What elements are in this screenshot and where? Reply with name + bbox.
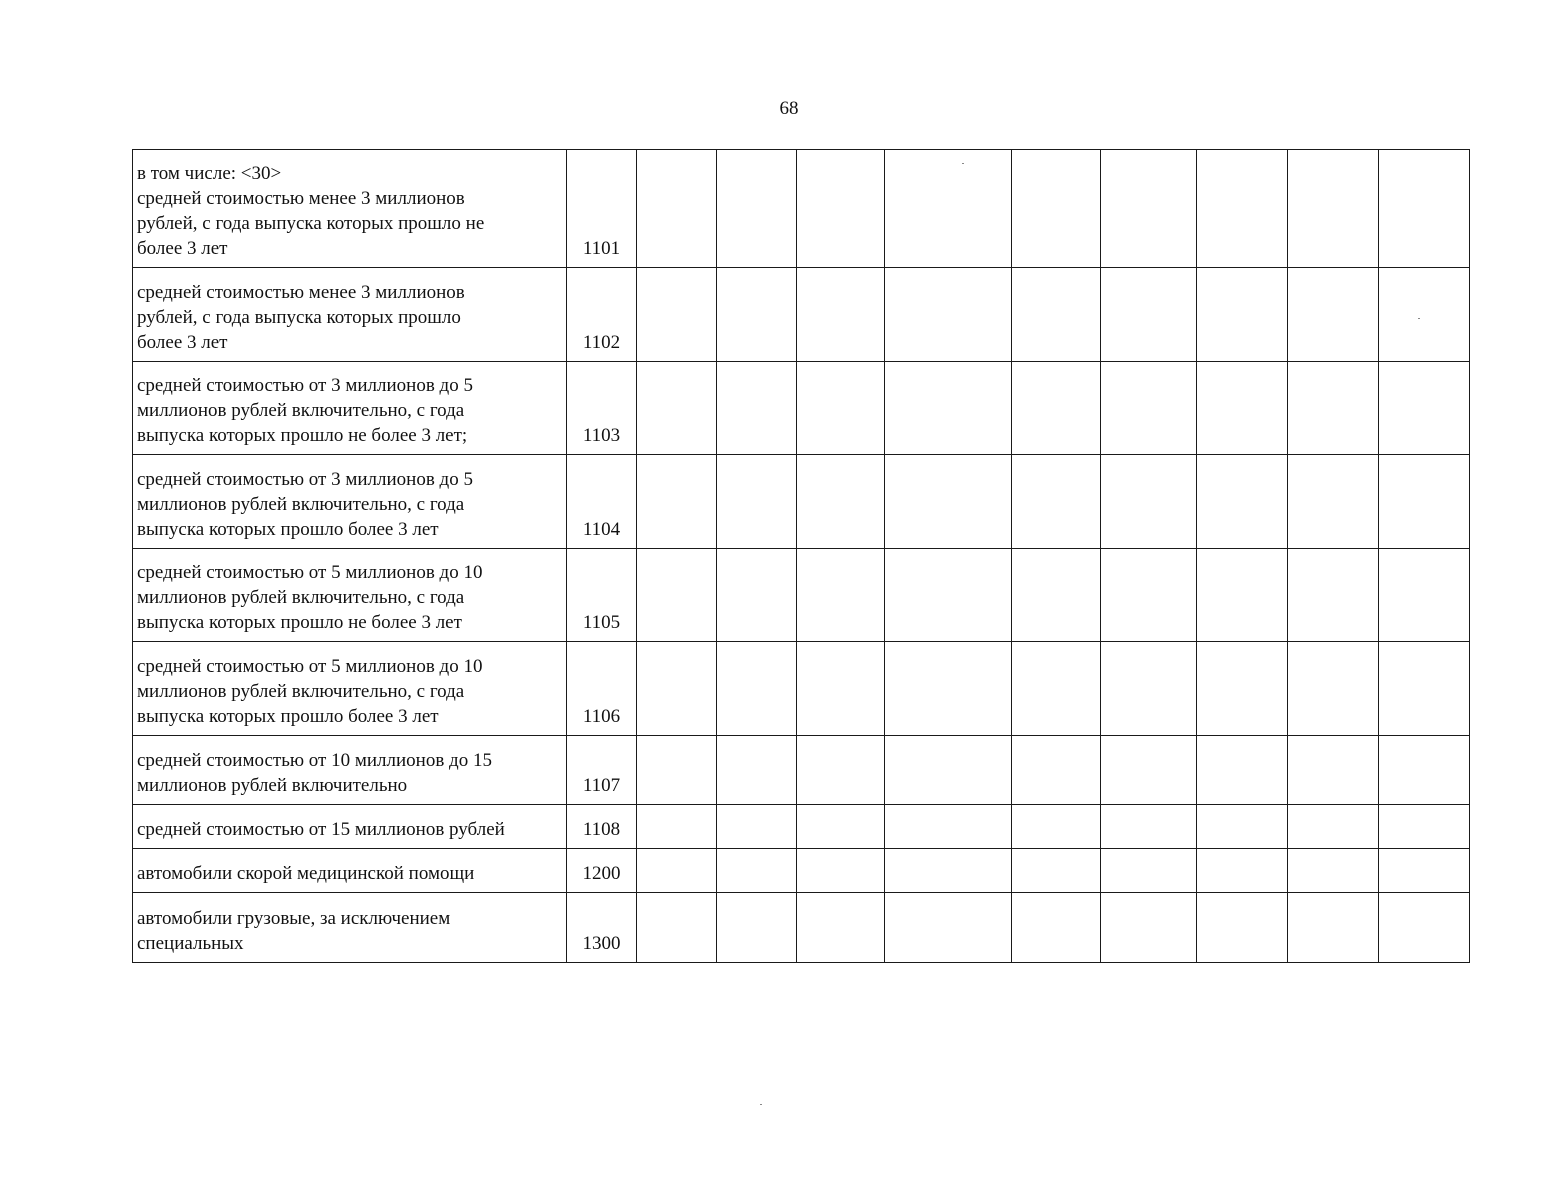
data-cell[interactable] xyxy=(1288,849,1379,893)
data-cell[interactable] xyxy=(1197,642,1288,736)
data-cell[interactable] xyxy=(1101,150,1197,268)
row-code: 1102 xyxy=(567,268,637,362)
row-label-text: автомобили скорой медицинской помощи xyxy=(137,863,475,884)
data-cell[interactable] xyxy=(637,893,717,963)
table-row xyxy=(133,805,1470,849)
data-cell[interactable] xyxy=(1012,893,1101,963)
data-cell[interactable] xyxy=(1379,268,1470,362)
table-row xyxy=(133,642,1470,736)
data-cell[interactable] xyxy=(1379,150,1470,268)
data-cell[interactable] xyxy=(637,150,717,268)
row-label-text: средней стоимостью от 5 миллионов до 10 миллионов рублей включительно, с года выпуска которых прошло более 3 лет xyxy=(137,656,483,727)
table-row xyxy=(133,455,1470,549)
data-cell[interactable] xyxy=(1101,849,1197,893)
data-cell[interactable] xyxy=(797,893,885,963)
data-cell[interactable] xyxy=(1379,549,1470,642)
data-cell[interactable] xyxy=(637,805,717,849)
table-row xyxy=(133,736,1470,805)
data-cell[interactable] xyxy=(797,268,885,362)
row-label-text: средней стоимостью от 5 миллионов до 10 миллионов рублей включительно, с года выпуска которых прошло не более 3 лет xyxy=(137,562,483,633)
data-cell[interactable] xyxy=(1288,150,1379,268)
data-cell[interactable] xyxy=(1101,268,1197,362)
scan-speck xyxy=(1418,318,1420,319)
data-cell[interactable] xyxy=(885,893,1012,963)
row-code: 1200 xyxy=(567,849,637,893)
row-label-text: в том числе: <30> средней стоимостью менее 3 миллионов рублей, с года выпуска которых прошло не более 3 лет xyxy=(137,163,485,259)
data-cell[interactable] xyxy=(885,805,1012,849)
data-cell[interactable] xyxy=(1012,455,1101,549)
data-cell[interactable] xyxy=(1197,150,1288,268)
data-cell[interactable] xyxy=(797,736,885,805)
row-label xyxy=(133,642,567,736)
row-code: 1103 xyxy=(567,362,637,455)
data-cell[interactable] xyxy=(1012,642,1101,736)
data-cell[interactable] xyxy=(717,455,797,549)
row-code: 1300 xyxy=(567,893,637,963)
data-cell[interactable] xyxy=(1101,642,1197,736)
scan-speck xyxy=(962,163,964,164)
data-cell[interactable] xyxy=(717,849,797,893)
row-label xyxy=(133,736,567,805)
table-row xyxy=(133,150,1470,268)
row-label xyxy=(133,455,567,549)
data-cell[interactable] xyxy=(1288,362,1379,455)
row-label xyxy=(133,362,567,455)
data-cell[interactable] xyxy=(1101,362,1197,455)
data-cell[interactable] xyxy=(637,362,717,455)
data-cell[interactable] xyxy=(885,736,1012,805)
row-code: 1107 xyxy=(567,736,637,805)
data-cell[interactable] xyxy=(1197,893,1288,963)
data-cell[interactable] xyxy=(717,362,797,455)
row-label-text: средней стоимостью от 15 миллионов рублей xyxy=(137,819,505,840)
data-cell[interactable] xyxy=(1197,549,1288,642)
data-cell[interactable] xyxy=(797,805,885,849)
data-cell[interactable] xyxy=(1012,549,1101,642)
table-row xyxy=(133,362,1470,455)
data-cell[interactable] xyxy=(1288,268,1379,362)
data-cell[interactable] xyxy=(885,150,1012,268)
data-cell[interactable] xyxy=(885,849,1012,893)
row-code: 1105 xyxy=(567,549,637,642)
row-code: 1108 xyxy=(567,805,637,849)
data-cell[interactable] xyxy=(637,549,717,642)
data-cell[interactable] xyxy=(797,150,885,268)
data-cell[interactable] xyxy=(1288,893,1379,963)
data-cell[interactable] xyxy=(797,549,885,642)
row-label-text: средней стоимостью от 10 миллионов до 15 миллионов рублей включительно xyxy=(137,750,492,796)
data-cell[interactable] xyxy=(1012,736,1101,805)
data-cell[interactable] xyxy=(885,268,1012,362)
data-cell[interactable] xyxy=(1197,736,1288,805)
data-cell[interactable] xyxy=(717,736,797,805)
table-row xyxy=(133,549,1470,642)
data-cell[interactable] xyxy=(1288,455,1379,549)
data-cell[interactable] xyxy=(885,642,1012,736)
data-cell[interactable] xyxy=(637,849,717,893)
row-label xyxy=(133,893,567,963)
data-cell[interactable] xyxy=(1197,805,1288,849)
data-cell[interactable] xyxy=(1379,849,1470,893)
data-cell[interactable] xyxy=(717,150,797,268)
data-cell[interactable] xyxy=(1197,849,1288,893)
data-cell[interactable] xyxy=(1101,805,1197,849)
data-cell[interactable] xyxy=(1379,455,1470,549)
row-code: 1106 xyxy=(567,642,637,736)
scan-speck xyxy=(760,1104,762,1105)
data-cell[interactable] xyxy=(797,642,885,736)
data-cell[interactable] xyxy=(1012,362,1101,455)
data-cell[interactable] xyxy=(1197,455,1288,549)
data-cell[interactable] xyxy=(1012,268,1101,362)
data-cell[interactable] xyxy=(637,455,717,549)
data-cell[interactable] xyxy=(1101,455,1197,549)
table-row xyxy=(133,893,1470,963)
table-row xyxy=(133,849,1470,893)
data-cell[interactable] xyxy=(717,805,797,849)
data-cell[interactable] xyxy=(717,642,797,736)
data-cell[interactable] xyxy=(1288,736,1379,805)
vehicle-cost-table xyxy=(132,149,1470,963)
row-label xyxy=(133,805,567,849)
data-cell[interactable] xyxy=(717,893,797,963)
table-row xyxy=(133,268,1470,362)
data-cell[interactable] xyxy=(1288,549,1379,642)
row-label xyxy=(133,849,567,893)
row-label-text: автомобили грузовые, за исключением специальных xyxy=(137,908,451,954)
data-cell[interactable] xyxy=(885,362,1012,455)
data-cell[interactable] xyxy=(1197,362,1288,455)
data-cell[interactable] xyxy=(797,849,885,893)
row-label-text: средней стоимостью от 3 миллионов до 5 миллионов рублей включительно, с года выпуска которых прошло не более 3 лет; xyxy=(137,375,473,446)
row-code: 1101 xyxy=(567,150,637,268)
data-cell[interactable] xyxy=(1012,849,1101,893)
data-cell[interactable] xyxy=(1288,642,1379,736)
row-code: 1104 xyxy=(567,455,637,549)
data-cell[interactable] xyxy=(1379,736,1470,805)
row-label-text: средней стоимостью от 3 миллионов до 5 миллионов рублей включительно, с года выпуска которых прошло более 3 лет xyxy=(137,469,473,540)
data-cell[interactable] xyxy=(717,268,797,362)
data-cell[interactable] xyxy=(1101,893,1197,963)
data-cell[interactable] xyxy=(1197,268,1288,362)
data-cell[interactable] xyxy=(1379,893,1470,963)
row-label xyxy=(133,549,567,642)
data-cell[interactable] xyxy=(1288,805,1379,849)
data-cell[interactable] xyxy=(1101,549,1197,642)
data-cell[interactable] xyxy=(637,736,717,805)
data-cell[interactable] xyxy=(637,268,717,362)
data-cell[interactable] xyxy=(1379,362,1470,455)
data-cell[interactable] xyxy=(717,549,797,642)
data-cell[interactable] xyxy=(1101,736,1197,805)
data-cell[interactable] xyxy=(637,642,717,736)
data-cell[interactable] xyxy=(1379,805,1470,849)
row-label xyxy=(133,268,567,362)
data-cell[interactable] xyxy=(885,455,1012,549)
row-label xyxy=(133,150,567,268)
page-number: 68 xyxy=(779,98,799,119)
data-cell[interactable] xyxy=(797,362,885,455)
row-label-text: средней стоимостью менее 3 миллионов рублей, с года выпуска которых прошло более 3 лет xyxy=(137,282,465,353)
data-cell[interactable] xyxy=(1379,642,1470,736)
data-cell[interactable] xyxy=(1012,805,1101,849)
data-cell[interactable] xyxy=(797,455,885,549)
data-cell[interactable] xyxy=(885,549,1012,642)
data-cell[interactable] xyxy=(1012,150,1101,268)
